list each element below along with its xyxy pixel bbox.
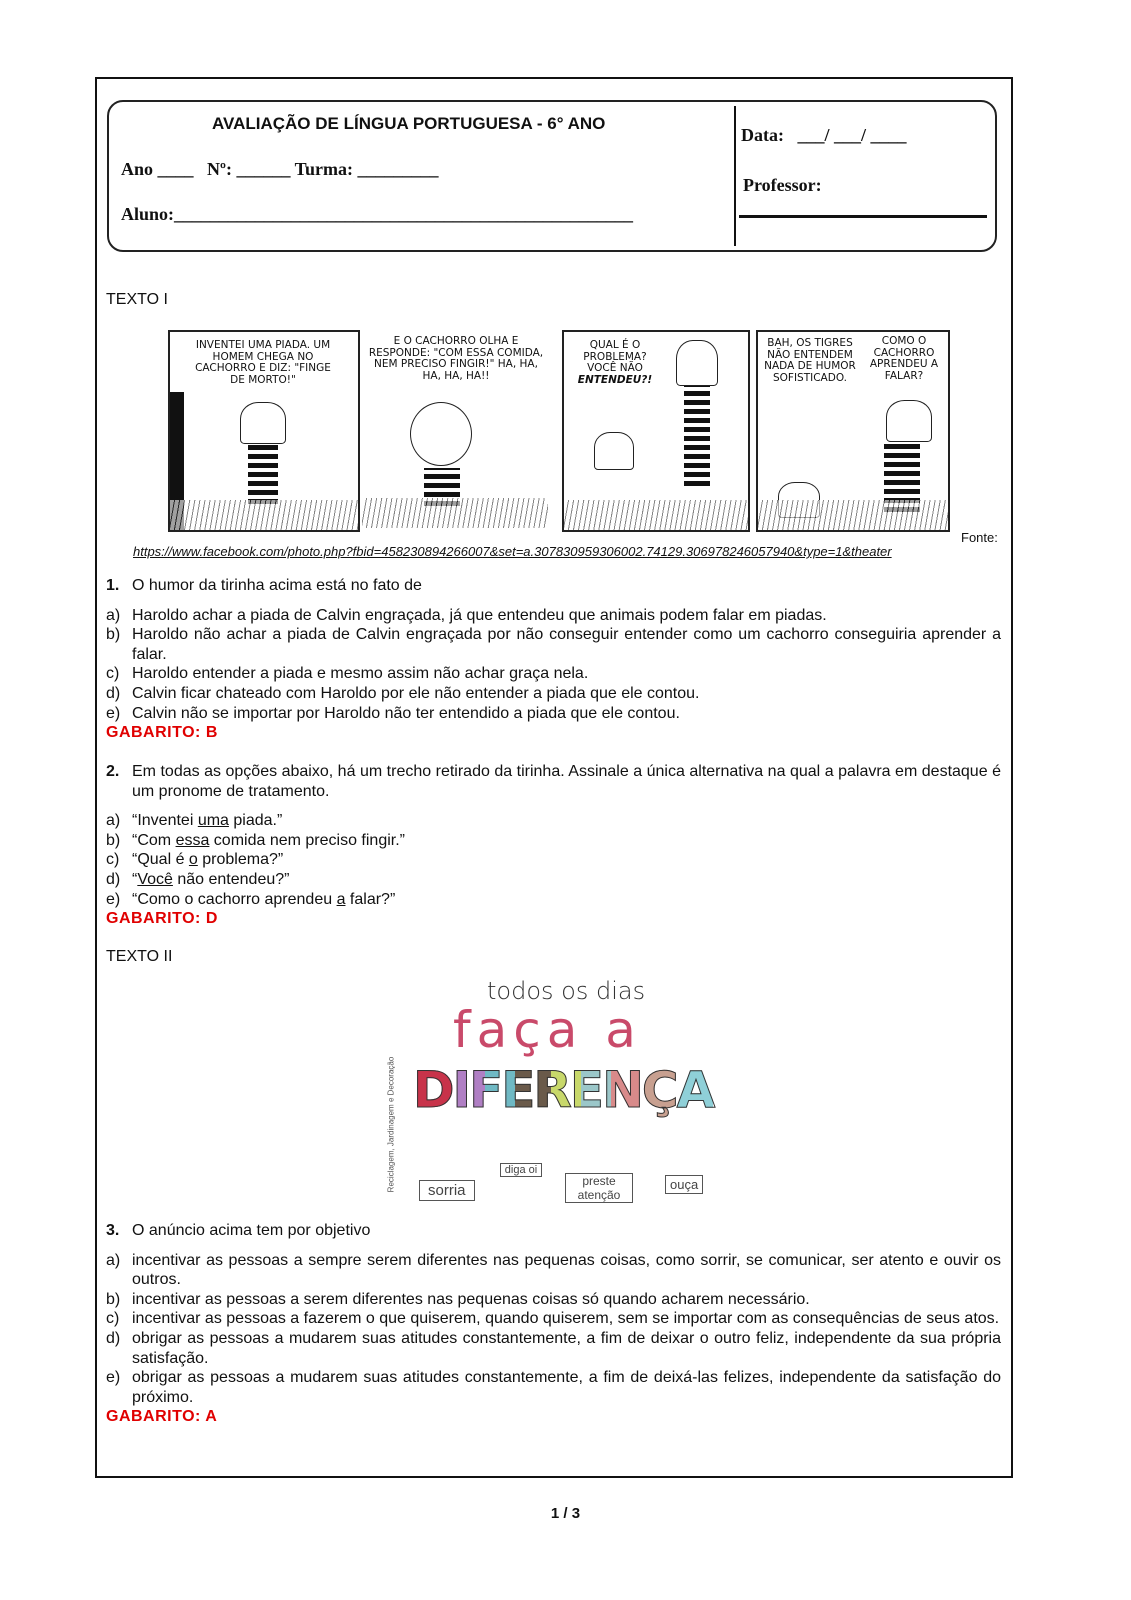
page-number: 1 / 3 (550, 1505, 581, 1522)
poster-line-1: todos os dias (487, 977, 646, 1005)
answer-key: GABARITO: D (106, 910, 218, 928)
poster-line-3: DIFERENÇA (413, 1061, 714, 1119)
comic-panel-1 (168, 330, 360, 532)
option-c[interactable]: c) Haroldo entender a piada e mesmo assim não achar graça nela. (106, 665, 589, 683)
fonte-label: Fonte: (961, 530, 998, 545)
speech-bubble: E O CACHORRO OLHA E RESPONDE: "COM ESSA COMIDA, NEM PRECISO FINGIR!" HA, HA, HA, HA, HA!! (368, 335, 544, 382)
calvin-figure (240, 402, 286, 444)
tag-preste-atencao: preste atenção (565, 1173, 633, 1203)
hobbes-head (886, 400, 932, 442)
option-b[interactable]: b) incentivar as pessoas a serem diferentes nas pequenas coisas só quando acharem necessário. (106, 1290, 810, 1308)
divider (734, 106, 736, 246)
question-stem: O anúncio acima tem por objetivo (132, 1222, 371, 1239)
option-c[interactable]: c) incentivar as pessoas a fazerem o que quiserem, quando quiserem, sem se importar com as consequências de seus atos. (106, 1310, 1000, 1328)
comic-panel-3 (562, 330, 750, 532)
faca-a-diferenca-poster (375, 975, 735, 1215)
option-a[interactable]: a) “Inventei uma piada.” (106, 812, 283, 830)
grass (564, 500, 748, 530)
question-1 (106, 576, 1001, 743)
option-e[interactable]: e) “Como o cachorro aprendeu a falar?” (106, 890, 396, 908)
calvin-figure (594, 432, 634, 470)
grass (362, 498, 548, 528)
hobbes-head (676, 340, 718, 386)
poster-line-2: faça a (453, 1001, 642, 1059)
calvin-laughing (410, 402, 472, 466)
professor-field[interactable]: Professor: (743, 175, 822, 195)
question-2 (106, 762, 1001, 929)
hobbes-figure (248, 444, 278, 504)
speech-bubble: QUAL É O PROBLEMA? VOCÊ NÃO ENTENDEU?! (577, 339, 653, 386)
option-d[interactable]: d) Calvin ficar chateado com Haroldo por ele não entender a piada que ele contou. (106, 684, 700, 702)
question-number: 2. (106, 763, 120, 780)
question-number: 3. (106, 1222, 120, 1239)
option-e[interactable]: e) Calvin não se importar por Haroldo não ter entendido a piada que ele contou. (106, 704, 680, 722)
exam-header (107, 100, 997, 252)
source-link[interactable]: https://www.facebook.com/photo.php?fbid=458230894266007&set=a.307830959306002.74129.306978246057940&type=1&theater (133, 544, 892, 559)
grass (758, 500, 948, 530)
question-number: 1. (106, 577, 120, 594)
option-d[interactable]: d) obrigar as pessoas a mudarem suas atitudes constantemente, a fim de deixar o outro feliz, independente da sua própria satisfação. (106, 1329, 1001, 1367)
texto2-label: TEXTO II (106, 948, 173, 965)
answer-key: GABARITO: B (106, 724, 218, 742)
tag-diga-oi: diga oi (500, 1163, 542, 1177)
speech-bubble: INVENTEI UMA PIADA. UM HOMEM CHEGA NO CACHORRO E DIZ: "FINGE DE MORTO!" (195, 339, 331, 386)
professor-line (739, 215, 987, 218)
speech-bubble: COMO O CACHORRO APRENDEU A FALAR? (869, 335, 939, 382)
option-a[interactable]: a) Haroldo achar a piada de Calvin engraçada, já que entendeu que animais podem falar em piadas. (106, 606, 827, 624)
exam-title: AVALIAÇÃO DE LÍNGUA PORTUGUESA - 6° ANO (212, 114, 606, 133)
tag-ouca: ouça (665, 1175, 703, 1194)
ano-field[interactable]: Ano ____ Nº: ______ Turma: _________ (121, 159, 439, 179)
option-c[interactable]: c) “Qual é o problema?” (106, 851, 284, 869)
question-stem: Em todas as opções abaixo, há um trecho retirado da tirinha. Assinale a única alternativa na qual a palavra em destaque é um pronome de tratamento. (132, 763, 1001, 800)
image-credit: Reciclagem, Jardinagem e Decoração (386, 1056, 396, 1193)
texto1-label: TEXTO I (106, 291, 168, 308)
data-field[interactable]: Data: ___/ ___/ ____ (741, 125, 907, 145)
option-e[interactable]: e) obrigar as pessoas a mudarem suas atitudes constantemente, a fim de deixá-las felizes, independente da satisfação do próximo. (106, 1369, 1001, 1406)
aluno-field[interactable]: Aluno:___________________________________________________ (121, 204, 634, 224)
tag-sorria: sorria (419, 1180, 475, 1201)
option-b[interactable]: b) “Com essa comida nem preciso fingir.” (106, 831, 405, 849)
speech-bubble: BAH, OS TIGRES NÃO ENTENDEM NADA DE HUMOR SOFISTICADO. (764, 337, 856, 384)
option-a[interactable]: a) incentivar as pessoas a sempre serem diferentes nas pequenas coisas, como sorrir, se comunicar, ser atento e ouvir os outros. (106, 1251, 1001, 1289)
grass (170, 500, 358, 530)
question-stem: O humor da tirinha acima está no fato de (132, 577, 422, 594)
comic-panel-4 (756, 330, 950, 532)
option-b[interactable]: b) Haroldo não achar a piada de Calvin engraçada por não conseguir entender como um cachorro conseguiria aprender a falar. (106, 626, 1001, 663)
option-d[interactable]: d) “Você não entendeu?” (106, 870, 290, 888)
hobbes-body (684, 386, 710, 486)
answer-key: GABARITO: A (106, 1408, 218, 1426)
question-3 (106, 1221, 1001, 1427)
comic-panel-2 (362, 330, 548, 528)
